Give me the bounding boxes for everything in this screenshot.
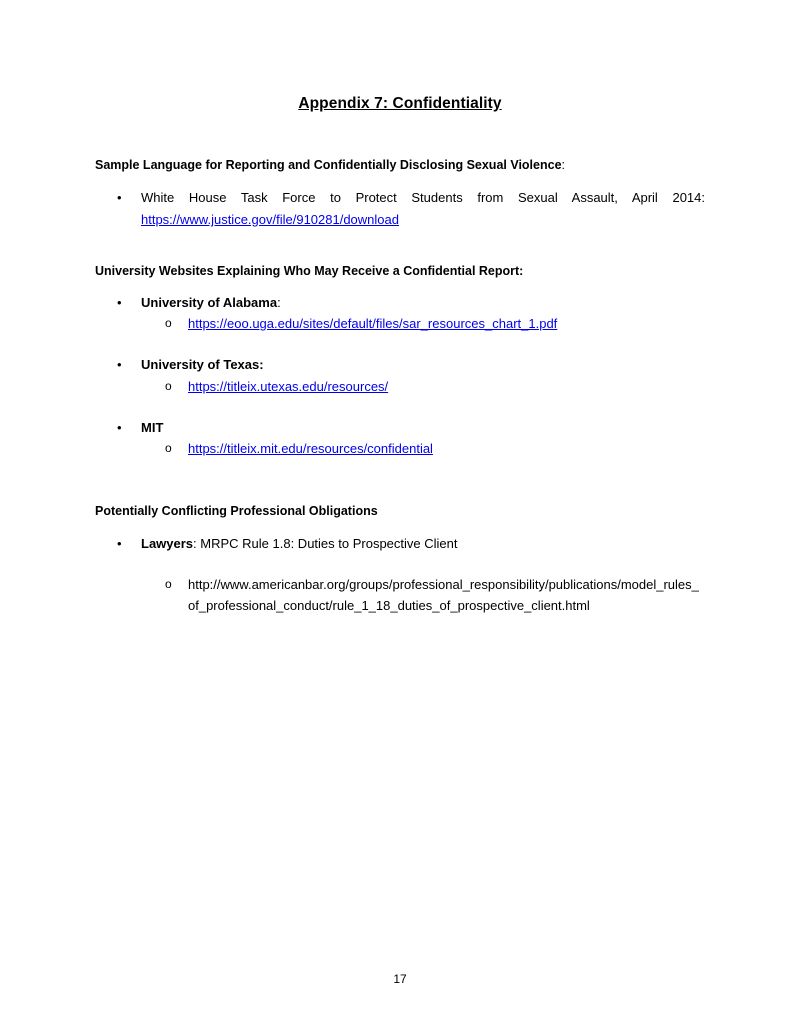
list-item-label: Lawyers (141, 536, 194, 551)
bullet-icon: • (117, 357, 122, 372)
hollow-bullet-icon: o (165, 379, 172, 393)
list-item-label: University of Alabama (141, 295, 278, 310)
section-heading-suffix: : (561, 158, 566, 172)
sub-list-item-aba-url (165, 574, 705, 616)
list-item-university-texas (95, 354, 705, 376)
list-item-label: MIT (141, 420, 164, 435)
list-item-university-alabama (95, 292, 705, 314)
bullet-icon: • (117, 536, 122, 551)
sub-list-item-mit-link (165, 438, 705, 459)
hollow-bullet-icon: o (165, 441, 172, 455)
list-item-text: : MRPC Rule 1.8: Duties to Prospective Client (193, 536, 458, 551)
section-heading-text: Sample Language for Reporting and Confidentially Disclosing Sexual Violence (95, 158, 562, 172)
list-item-text: White House Task Force to Protect Students from Sexual Assault, April 2014: (141, 190, 705, 205)
sub-list-item-alabama-link (165, 313, 705, 334)
section-heading-professional-obligations: Potentially Conflicting Professional Obligations (95, 504, 378, 518)
justice-gov-link[interactable]: https://www.justice.gov/file/910281/download (141, 212, 399, 227)
bullet-icon: • (117, 190, 122, 205)
page-number: 17 (393, 972, 407, 986)
page-title: Appendix 7: Confidentiality (298, 95, 502, 112)
aba-url-text: http://www.americanbar.org/groups/professional_responsibility/publications/model_rules_of_professional_conduct/rule_1_18_duties_of_prospective_client.html (188, 577, 699, 613)
list-item-mit (95, 417, 705, 439)
hollow-bullet-icon: o (165, 577, 172, 591)
mit-titleix-link[interactable]: https://titleix.mit.edu/resources/confidential (188, 441, 433, 456)
sub-list-item-texas-link (165, 376, 705, 397)
hollow-bullet-icon: o (165, 316, 172, 330)
bullet-icon: • (117, 295, 122, 310)
section-heading-university-websites: University Websites Explaining Who May Receive a Confidential Report: (95, 264, 524, 278)
list-item-label: University of Texas: (141, 357, 264, 372)
bullet-icon: • (117, 420, 122, 435)
list-item-white-house (95, 187, 705, 231)
list-item-lawyers (95, 533, 705, 555)
utexas-titleix-link[interactable]: https://titleix.utexas.edu/resources/ (188, 379, 389, 394)
section-heading-sample-language (95, 158, 565, 172)
uga-sar-chart-link[interactable]: https://eoo.uga.edu/sites/default/files/sar_resources_chart_1.pdf (188, 316, 558, 331)
list-item-suffix: : (277, 295, 281, 310)
